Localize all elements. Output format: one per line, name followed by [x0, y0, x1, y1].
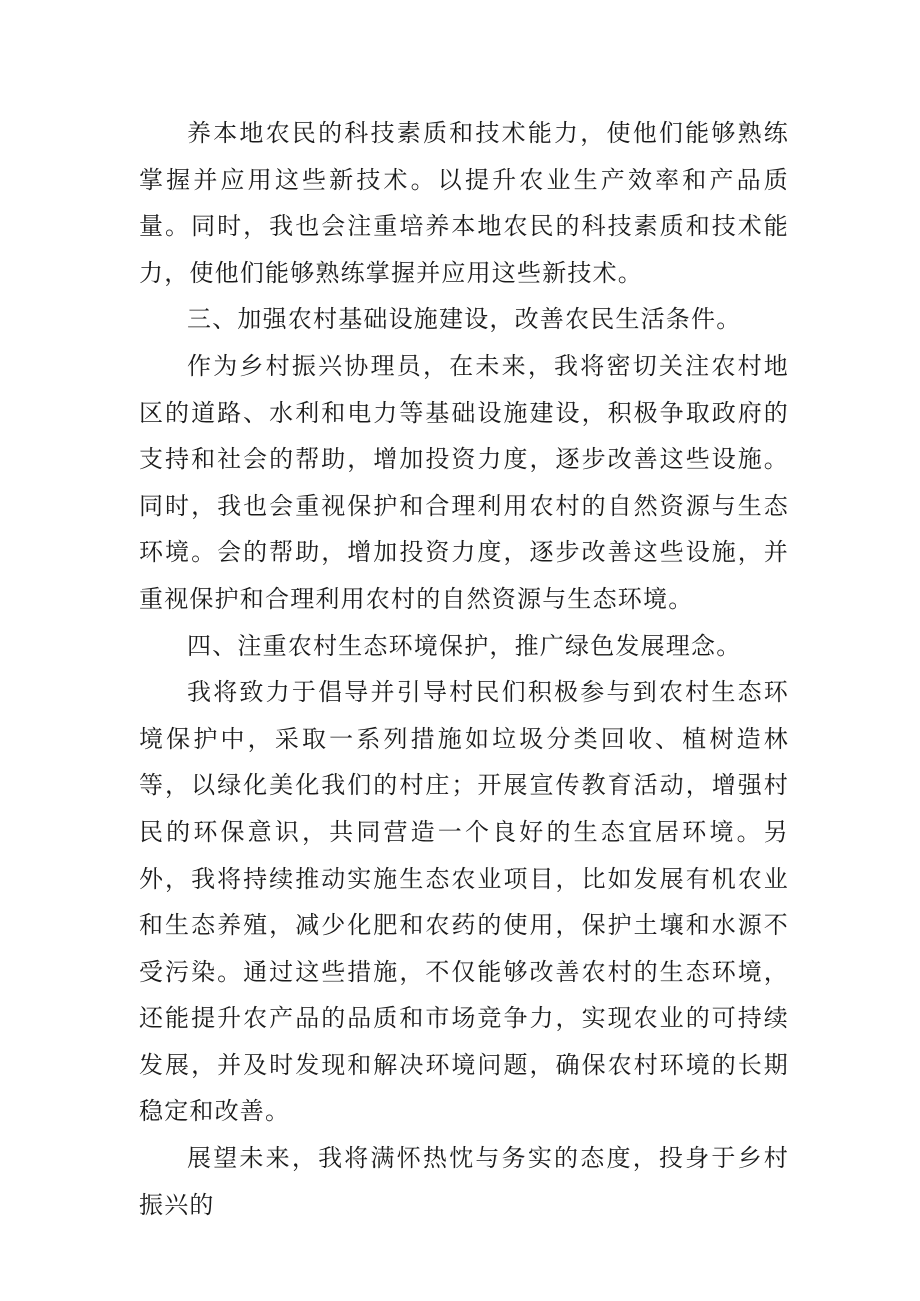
paragraph-4: 展望未来，我将满怀热忱与务实的态度，投身于乡村振兴的	[139, 1144, 789, 1219]
paragraph-1: 养本地农民的科技素质和技术能力，使他们能够熟练掌握并应用这些新技术。以提升农业生产效率和产品质量。同时，我也会注重培养本地农民的科技素质和技术能力，使他们能够熟练掌握并应用这些新技术。	[139, 119, 789, 287]
section-heading-3: 三、加强农村基础设施建设，改善农民生活条件。	[187, 305, 742, 334]
paragraph-2: 作为乡村振兴协理员，在未来，我将密切关注农村地区的道路、水利和电力等基础设施建设，积极争取政府的支持和社会的帮助，增加投资力度，逐步改善这些设施。同时，我也会重视保护和合理利用农村的自然资源与生态环境。会的帮助，增加投资力度，逐步改善这些设施，并重视保护和合理利用农村的自然资源与生态环境。	[139, 351, 789, 613]
document-body	[139, 110, 789, 1228]
section-heading-4: 四、注重农村生态环境保护，推广绿色发展理念。	[187, 631, 742, 660]
paragraph-3: 我将致力于倡导并引导村民们积极参与到农村生态环境保护中，采取一系列措施如垃圾分类回收、植树造林等，以绿化美化我们的村庄；开展宣传教育活动，增强村民的环保意识，共同营造一个良好的生态宜居环境。另外，我将持续推动实施生态农业项目，比如发展有机农业和生态养殖，减少化肥和农药的使用，保护土壤和水源不受污染。通过这些措施，不仅能够改善农村的生态环境，还能提升农产品的品质和市场竞争力，实现农业的可持续发展，并及时发现和解决环境问题，确保农村环境的长期稳定和改善。	[139, 678, 789, 1126]
